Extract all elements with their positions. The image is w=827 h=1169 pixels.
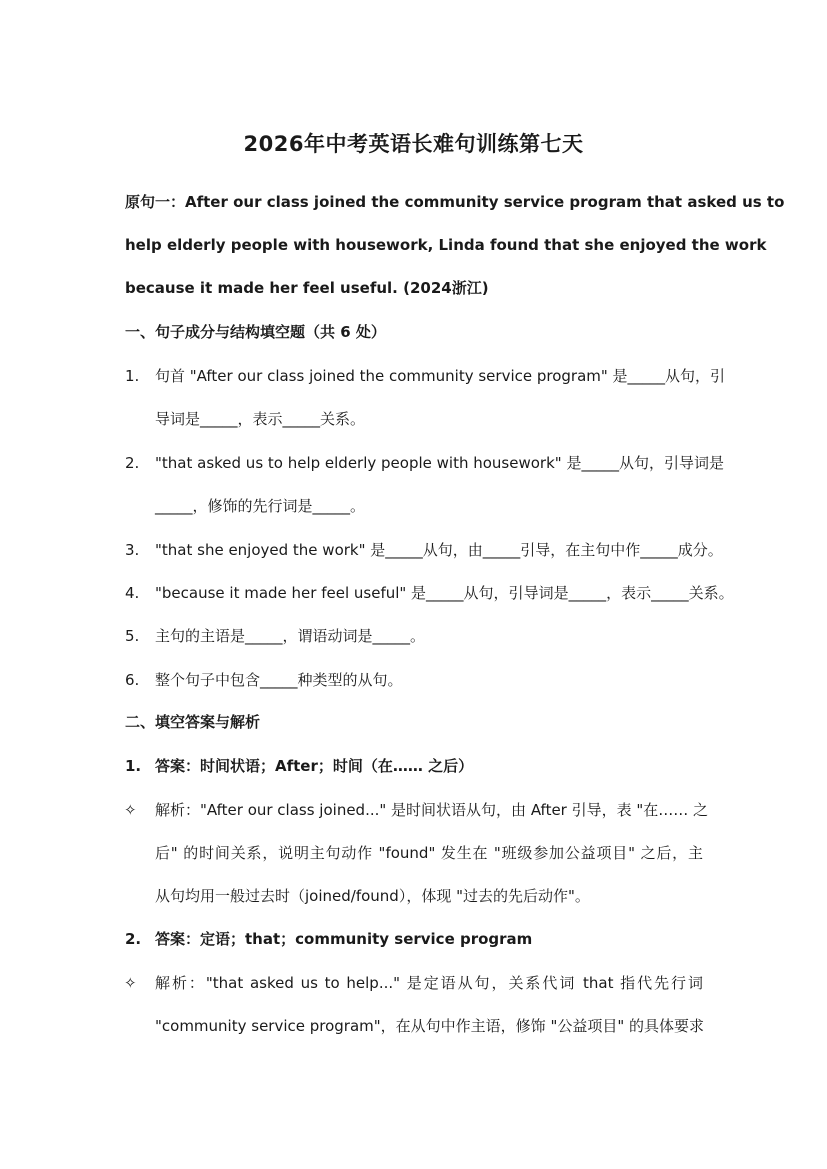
- item-number: 6.: [125, 671, 140, 689]
- diamond-bullet-icon: ✧: [124, 801, 137, 819]
- exercise-item-5: 主句的主语是_____，谓语动词是_____。: [155, 627, 426, 645]
- item-number: 4.: [125, 584, 140, 602]
- answer-1: 答案：时间状语；After；时间（在…… 之后）: [155, 757, 474, 775]
- original-sentence-line-3: because it made her feel useful. (2024浙江): [125, 279, 489, 297]
- item-number: 3.: [125, 541, 140, 559]
- item-number: 5.: [125, 627, 140, 645]
- section-heading-exercise: 一、句子成分与结构填空题（共 6 处）: [125, 323, 386, 341]
- analysis-2-line-1: 解析："that asked us to help..." 是定语从句，关系代词 that 指代先行词: [155, 974, 703, 992]
- exercise-item-2-line-1: "that asked us to help elderly people with housework" 是_____从句，引导词是: [155, 454, 724, 472]
- diamond-bullet-icon: ✧: [124, 974, 137, 992]
- answer-2: 答案：定语；that；community service program: [155, 930, 533, 948]
- section-heading-answers: 二、填空答案与解析: [125, 713, 261, 731]
- exercise-item-1-line-2: 导词是_____，表示_____关系。: [155, 410, 366, 428]
- exercise-item-3: "that she enjoyed the work" 是_____从句，由_____引导，在主句中作_____成分。: [155, 541, 723, 559]
- analysis-2-line-2: "community service program"，在从句中作主语，修饰 "公益项目" 的具体要求: [155, 1017, 705, 1035]
- exercise-item-6: 整个句子中包含_____种类型的从句。: [155, 671, 403, 689]
- analysis-1-line-2: 后" 的时间关系，说明主句动作 "found" 发生在 "班级参加公益项目" 之后，主: [155, 844, 703, 862]
- answer-number: 1.: [125, 757, 142, 775]
- exercise-item-2-line-2: _____，修饰的先行词是_____。: [155, 497, 366, 515]
- exercise-item-4: "because it made her feel useful" 是_____从句，引导词是_____，表示_____关系。: [155, 584, 734, 602]
- original-sentence-line-1: 原句一：After our class joined the community service program that asked us to: [125, 193, 785, 211]
- exercise-item-1-line-1: 句首 "After our class joined the community service program" 是_____从句，引: [155, 367, 726, 385]
- page-title: 2026年中考英语长难句训练第七天: [243, 132, 584, 156]
- answer-number: 2.: [125, 930, 142, 948]
- original-sentence-line-2: help elderly people with housework, Linda found that she enjoyed the work: [125, 236, 767, 254]
- analysis-1-line-1: 解析："After our class joined..." 是时间状语从句，由 After 引导，表 "在…… 之: [155, 801, 709, 819]
- item-number: 2.: [125, 454, 140, 472]
- item-number: 1.: [125, 367, 140, 385]
- analysis-1-line-3: 从句均用一般过去时（joined/found），体现 "过去的先后动作"。: [155, 887, 590, 905]
